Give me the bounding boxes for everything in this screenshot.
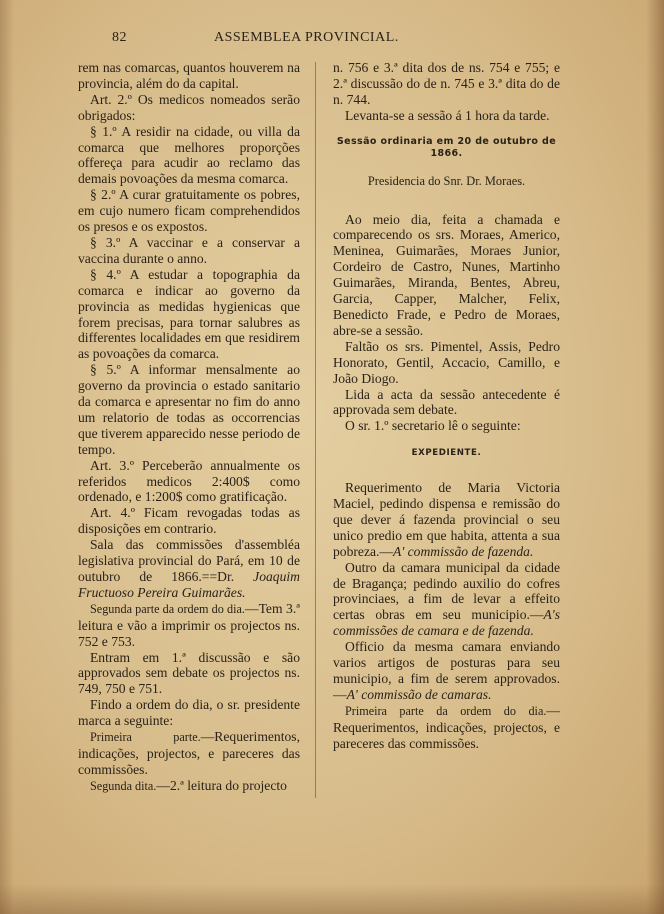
expediente-ref: A' commissão de camaras. [346,686,492,702]
page-number: 82 [112,30,127,45]
paragraph: Faltão os srs. Pimentel, Assis, Pedro Honorato, Gentil, Accacio, Camillo, e João Diogo. [333,338,560,386]
paragraph: O sr. 1.º secretario lê o seguinte: [345,418,521,434]
page-edge-left [0,0,14,914]
expediente-item [333,639,560,703]
page-edge-right [646,0,664,914]
signature-text: Sala das commissões d'assembléa legislativa provincial do Pará, em 10 de outubro de 1866.==Dr. [78,537,300,584]
paragraph: Art. 4.º Ficam revogadas todas as disposições em contrario. [78,505,300,537]
paragraph: Findo a ordem do dia, o sr. presidente marca a seguinte: [78,697,300,729]
expediente-text: Requerimento de Maria Victoria Maciel, pedindo dispensa e remissão do que dever á fazenda provincial o seu unico predio em que habita, attenta a sua pobreza.— [333,480,560,559]
segunda-dita-paragraph [78,778,300,795]
primeira-parte-paragraph [333,703,560,752]
running-title: ASSEMBLEA PROVINCIAL. [214,30,399,45]
expediente-item [333,560,560,640]
signature-paragraph [78,537,300,601]
expediente-ref: A's commissões de camara e de fazenda. [333,607,560,639]
primeira-parte-text: —Requerimentos, indicações, projectos, e pareceres das commissões. [78,729,300,777]
expediente-text: Officio da mesma camara enviando varios artigos de posturas para seu municipio, a fim de serem approvados. — [333,639,560,702]
paragraph: Ao meio dia, feita a chamada e comparecendo os srs. Moraes, Americo, Meninea, Guimarães, Moraes Junior, Cordeiro de Castro, Nunes, Martinho Guimarães, Miranda, Bentes, Abreu, Garcia, Capper, Malcher, Felix, Benedicto Frade, e Pedro de Moraes, abre-se a sessão. [333,211,560,338]
page-edge-bottom [0,884,664,914]
paragraph: n. 756 e 3.ª dita dos de ns. 754 e 755; e 2.ª discussão do de n. 745 e 3.ª dita do de n. 744. [333,60,560,107]
paragraph: § 2.º A curar gratuitamente os pobres, em cujo numero ficam comprehendidos os presos e os expostos. [78,187,300,235]
segunda-parte-text: —Tem 3.ª leitura e vão a imprimir os projectos ns. 752 e 753. [78,600,300,649]
session-title: Sessão ordinaria em 20 de outubro de 1866. [336,135,557,159]
paragraph: § 3.º A vaccinar e a conservar a vaccina durante o anno. [78,234,300,266]
paragraph: Entram em 1.ª discussão e são approvados sem debate os projectos ns. 749, 750 e 751. [78,649,300,697]
paragraph: Levanta-se a sessão á 1 hora da tarde. [345,107,550,123]
expediente-text: Outro da camara municipal da cidade de Bragança; pedindo auxilio do cofres provinciaes, a fim de levar a effeito certas obras em seu municipio.— [333,559,560,623]
presidency-line: Presidencia do Snr. Dr. Moraes. [367,173,526,188]
left-column [78,60,300,795]
segunda-parte-paragraph [78,601,300,650]
signatory-name: Joaquim Fructuoso Pereira Guimarães. [78,569,300,600]
paragraph: Art. 3.º Perceberão annualmente os referidos medicos 2:400$ como ordenado, e 1:200$ como gratificação. [78,457,300,505]
paragraph: § 5.º A informar mensalmente ao governo da provincia o estado sanitario da comarca e apresentar no fim do anno um relatorio de todas as occorrencias que tiverem apparecido nesse periodo de tempo. [78,362,300,457]
page-header [104,30,524,50]
segunda-dita-text: —2.ª leitura do projecto [156,777,287,793]
expediente-ref: A' commissão de fazenda. [393,543,534,559]
segunda-dita-label: Segunda dita. [90,778,157,793]
primeira-parte-label: Primeira parte da ordem do dia. [345,703,547,718]
paragraph: § 1.º A residir na cidade, ou villa da comarca que melhores proporções offereça para acudir ao reclamo das demais povoações da mesma comarca. [78,123,300,187]
paragraph: § 4.º A estudar a topographia da comarca e indicar ao governo da provincia as medidas hygienicas que forem precisas, para tornar salubres as differentes localidades em que residirem as povoações da comarca. [78,266,300,362]
primeira-parte-label: Primeira parte. [90,730,201,745]
right-column [333,60,560,752]
primeira-parte-text: —Requerimentos, indicações, projectos, e pareceres das commissões. [333,702,560,751]
paragraph: rem nas comarcas, quantos houverem na provincia, além do da capital. [78,60,300,91]
expediente-item [333,480,560,560]
paragraph: Art. 2.º Os medicos nomeados serão obrigados: [78,91,300,123]
segunda-parte-label: Segunda parte da ordem do dia. [90,601,245,616]
column-rule [315,62,316,798]
expediente-title: EXPEDIENTE. [411,448,482,459]
paragraph: Lida a acta da sessão antecedente é approvada sem debate. [333,386,560,418]
primeira-parte-paragraph [78,729,300,778]
